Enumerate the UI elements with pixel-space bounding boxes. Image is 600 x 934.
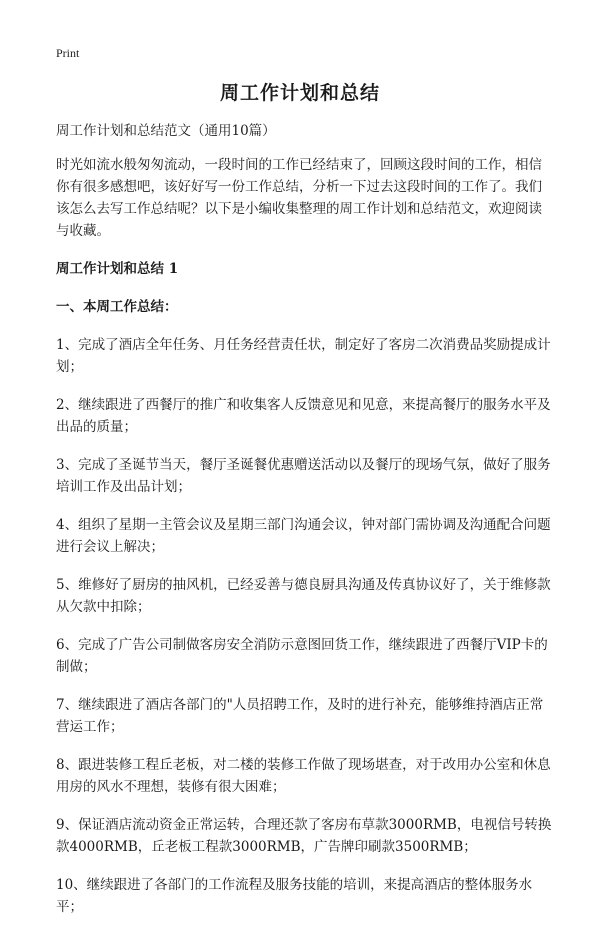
list-item: 7、继续跟进了酒店各部门的"人员招聘工作，及时的进行补充，能够维持酒店正常营运工作； bbox=[56, 697, 544, 735]
list-item: 8、跟进装修工程丘老板，对二楼的装修工作做了现场堪查，对于改用办公室和休息用房的风水不理想，装修有很大困难； bbox=[56, 757, 551, 795]
list-item: 4、组织了星期一主管会议及星期三部门沟通会议，钟对部门需协调及沟通配合问题进行会议上解决； bbox=[56, 517, 551, 555]
list-item: 5、维修好了厨房的抽风机，已经妥善与德良厨具沟通及传真协议好了，关于维修款从欠款中扣除； bbox=[56, 577, 551, 615]
print-label: Print bbox=[56, 46, 80, 60]
list-item: 9、保证酒店流动资金正常运转，合理还款了客房布草款3000RMB，电视信号转换款4000RMB，丘老板工程款3000RMB，广告牌印刷款3500RMB； bbox=[56, 817, 552, 855]
section-heading: 周工作计划和总结 1 bbox=[56, 261, 179, 277]
list-item: 2、继续跟进了西餐厅的推广和收集客人反馈意见和见意，来提高餐厅的服务水平及出品的质量； bbox=[56, 397, 551, 435]
intro-paragraph: 时光如流水般匆匆流动，一段时间的工作已经结束了，回顾这段时间的工作，相信你有很多感想吧，该好好写一份工作总结，分析一下过去这段时间的工作了。我们该怎么去写工作总结呢？以下是小编收集整理的周工作计划和总结范文，欢迎阅读与收藏。 bbox=[56, 157, 542, 239]
list-item: 6、完成了广告公司制做客房安全消防示意图回货工作，继续跟进了西餐厅VIP卡的制做； bbox=[56, 637, 548, 675]
list-item: 3、完成了圣诞节当天，餐厅圣诞餐优惠赠送活动以及餐厅的现场气氛，做好了服务培训工作及出品计划； bbox=[56, 457, 551, 495]
subsection-heading: 一、本周工作总结： bbox=[56, 299, 178, 315]
document-body bbox=[56, 120, 552, 934]
document-subtitle: 周工作计划和总结范文（通用10篇） bbox=[56, 123, 276, 139]
document-title: 周工作计划和总结 bbox=[219, 82, 380, 104]
list-item: 10、继续跟进了各部门的工作流程及服务技能的培训，来提高酒店的整体服务水平； bbox=[56, 877, 533, 915]
list-item: 1、完成了酒店全年任务、月任务经营责任状，制定好了客房二次消费品奖励提成计划； bbox=[56, 337, 551, 375]
